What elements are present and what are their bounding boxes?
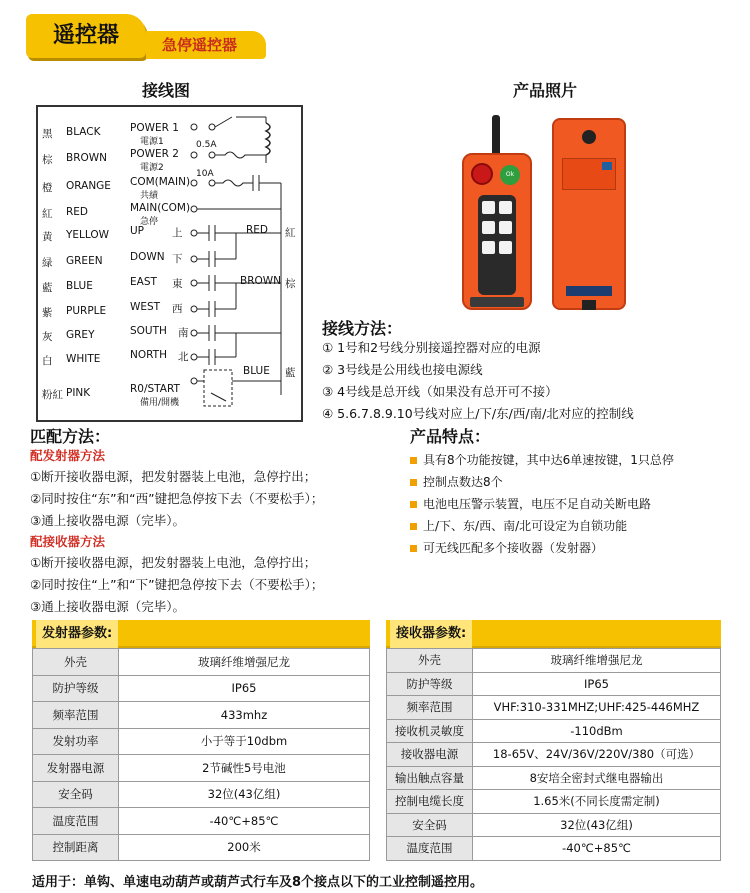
table-row	[387, 790, 721, 814]
spec-value: IP65	[473, 672, 721, 696]
fuse-label-2: 10A	[196, 169, 214, 179]
spec-value: 玻璃纤维增强尼龙	[473, 649, 721, 673]
pairing-transmitter-label: 配发射器方法	[30, 448, 106, 463]
wire-direction: 下	[172, 253, 183, 265]
transmitter-table-title: 发射器参数:	[32, 620, 370, 648]
spec-key: 频率范围	[387, 696, 473, 720]
wire-terminal: SOUTH	[130, 325, 167, 337]
table-row	[387, 719, 721, 743]
table-row	[387, 696, 721, 720]
spec-value: 32位(43亿组)	[119, 781, 370, 808]
table-row	[33, 675, 370, 702]
wire-color-cn: 黄	[42, 231, 53, 243]
antenna	[492, 115, 500, 157]
spec-key: 安全码	[387, 813, 473, 837]
wire-note: 備用/開機	[140, 398, 180, 408]
bullet-icon	[410, 501, 417, 508]
header-title: 遥控器	[26, 14, 146, 58]
wire-terminal: DOWN	[130, 251, 165, 263]
wire-color-cn: 緑	[42, 257, 53, 269]
table-row	[33, 728, 370, 755]
spec-key: 控制距离	[33, 834, 119, 861]
install-item: ④ 5.6.7.8.9.10号线对应上/下/东/西/南/北对应的控制线	[322, 406, 634, 421]
spec-key: 接收机灵敏度	[387, 719, 473, 743]
emergency-stop-button	[471, 163, 493, 185]
wire-color-cn: 灰	[42, 331, 53, 343]
spec-key: 发射功率	[33, 728, 119, 755]
wire-direction: 北	[178, 351, 189, 363]
pairing-step: ③通上接收器电源（完毕）。	[30, 599, 185, 614]
bullet-icon	[410, 523, 417, 530]
spec-value: 小于等于10dbm	[119, 728, 370, 755]
group-blue-label: BLUE	[243, 365, 270, 377]
wire-terminal: UP	[130, 225, 145, 237]
spec-key: 频率范围	[33, 702, 119, 729]
remote-receiver-photo	[552, 118, 626, 310]
spec-key: 安全码	[33, 781, 119, 808]
pairing-step: ②同时按住“上”和“下”键把急停按下去（不要松手）；	[30, 577, 324, 592]
wire-terminal: POWER 2	[130, 148, 179, 160]
group-red-cn: 紅	[285, 227, 296, 239]
remote-transmitter-photo	[462, 115, 532, 310]
feature-item: 电池电压警示装置，电压不足自动关断电路	[410, 495, 651, 512]
wire-terminal: COM(MAIN)	[130, 176, 191, 188]
wire-terminal: POWER 1	[130, 122, 179, 134]
spec-key: 发射器电源	[33, 755, 119, 782]
spec-value: IP65	[119, 675, 370, 702]
wire-note: 共績	[140, 191, 159, 201]
pairing-step: ①断开接收器电源，把发射器装上电池，急停拧出；	[30, 469, 317, 484]
install-title: 接线方法：	[322, 319, 403, 338]
table-row	[33, 649, 370, 676]
bullet-icon	[410, 545, 417, 552]
table-row	[387, 649, 721, 673]
features-title: 产品特点：	[410, 427, 491, 446]
receiver-table-title: 接收器参数:	[386, 620, 721, 648]
spec-key: 外壳	[33, 649, 119, 676]
wire-direction: 東	[172, 278, 183, 290]
wire-color-en: GREY	[66, 329, 95, 341]
header-subtitle: 急停遥控器	[146, 31, 266, 59]
table-row	[33, 834, 370, 861]
wire-color-en: WHITE	[66, 353, 101, 365]
spec-value: 32位(43亿组)	[473, 813, 721, 837]
spec-value: -40℃+85℃	[473, 837, 721, 861]
spec-value: 8安培全密封式继电器输出	[473, 766, 721, 790]
spec-value: 200米	[119, 834, 370, 861]
spec-key: 防护等级	[387, 672, 473, 696]
wire-color-en: BLUE	[66, 280, 93, 292]
wire-terminal: MAIN(COM)	[130, 202, 191, 214]
feature-item: 可无线匹配多个接收器（发射器）	[410, 539, 603, 556]
spec-value: -110dBm	[473, 719, 721, 743]
pairing-step: ③通上接收器电源（完毕）。	[30, 513, 185, 528]
wire-direction: 西	[172, 303, 183, 315]
group-blue-cn: 藍	[285, 367, 296, 379]
spec-key: 温度范围	[387, 837, 473, 861]
pairing-receiver-label: 配接收器方法	[30, 534, 106, 549]
install-item: ② 3号线是公用线也接电源线	[322, 362, 483, 377]
table-row	[33, 781, 370, 808]
pairing-step: ①断开接收器电源，把发射器装上电池，急停拧出；	[30, 555, 317, 570]
start-button: Ok	[500, 165, 520, 185]
transmitter-spec-table	[32, 620, 370, 861]
pairing-step: ②同时按住“东”和“西”键把急停按下去（不要松手）；	[30, 491, 324, 506]
table-row	[387, 837, 721, 861]
table-row	[33, 808, 370, 835]
wire-color-cn: 藍	[42, 282, 53, 294]
wire-color-cn: 粉紅	[42, 389, 63, 401]
spec-key: 温度范围	[33, 808, 119, 835]
spec-value: -40℃+85℃	[119, 808, 370, 835]
wire-color-en: PINK	[66, 387, 91, 399]
feature-item: 上/下、东/西、南/北可设定为自锁功能	[410, 517, 627, 534]
table-row	[387, 672, 721, 696]
wire-terminal: R0/START	[130, 383, 180, 395]
wire-terminal: EAST	[130, 276, 157, 288]
spec-value: 玻璃纤维增强尼龙	[119, 649, 370, 676]
table-row	[387, 766, 721, 790]
wire-color-cn: 紅	[42, 208, 53, 220]
spec-value: VHF:310-331MHZ;UHF:425-446MHZ	[473, 696, 721, 720]
wiring-title: 接线图	[142, 81, 191, 100]
spec-value: 1.65米(不同长度需定制)	[473, 790, 721, 814]
wire-color-en: BLACK	[66, 126, 101, 138]
spec-value: 18-65V、24V/36V/220V/380（可选）	[473, 743, 721, 767]
install-item: ③ 4号线是总开线（如果没有总开可不接）	[322, 384, 558, 399]
group-brown-cn: 棕	[285, 278, 296, 290]
wire-color-en: ORANGE	[66, 180, 111, 192]
wire-color-cn: 橙	[42, 182, 53, 194]
wire-color-cn: 黑	[42, 128, 53, 140]
group-red-label: RED	[246, 224, 269, 236]
bullet-icon	[410, 479, 417, 486]
photo-title: 产品照片	[513, 81, 578, 100]
wire-note: 電源1	[140, 137, 164, 147]
wire-color-cn: 白	[42, 355, 53, 367]
fuse-label-1: 0.5A	[196, 140, 217, 150]
group-brown-label: BROWN	[240, 275, 282, 287]
wire-color-en: RED	[66, 206, 89, 218]
wire-color-cn: 棕	[42, 154, 53, 166]
spec-key: 外壳	[387, 649, 473, 673]
table-row	[387, 743, 721, 767]
wire-note: 電源2	[140, 163, 164, 173]
spec-key: 输出触点容量	[387, 766, 473, 790]
spec-key: 控制电缆长度	[387, 790, 473, 814]
spec-value: 2节碱性5号电池	[119, 755, 370, 782]
wire-color-en: BROWN	[66, 152, 108, 164]
pairing-title: 匹配方法：	[30, 427, 111, 446]
table-row	[33, 702, 370, 729]
feature-item: 控制点数达8个	[410, 473, 503, 490]
wire-terminal: WEST	[130, 301, 161, 313]
spec-value: 433mhz	[119, 702, 370, 729]
feature-item: 具有8个功能按键，其中达6单速按键，1只总停	[410, 451, 674, 468]
spec-key: 接收器电源	[387, 743, 473, 767]
table-row	[33, 755, 370, 782]
wire-color-en: YELLOW	[66, 229, 110, 241]
wire-terminal: NORTH	[130, 349, 167, 361]
wire-direction: 上	[172, 227, 183, 239]
install-item: ① 1号和2号线分别接遥控器对应的电源	[322, 340, 541, 355]
wire-note: 急停	[140, 217, 159, 227]
bullet-icon	[410, 457, 417, 464]
receiver-spec-table	[386, 620, 721, 861]
wire-direction: 南	[178, 327, 189, 339]
table-row	[387, 813, 721, 837]
wire-color-cn: 紫	[42, 307, 53, 319]
spec-key: 防护等级	[33, 675, 119, 702]
wire-color-en: PURPLE	[66, 305, 107, 317]
wire-color-en: GREEN	[66, 255, 103, 267]
footer-note: 适用于：单钩、单速电动葫芦或葫芦式行车及8个接点以下的工业控制遥控用。	[32, 875, 484, 890]
